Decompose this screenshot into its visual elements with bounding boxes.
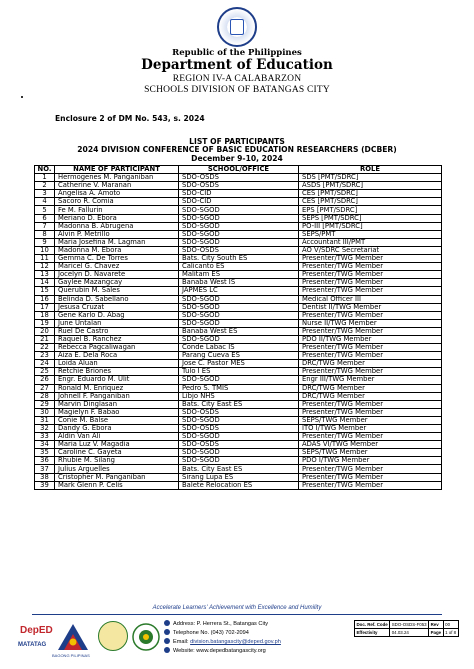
row-no: 27 bbox=[35, 384, 55, 392]
row-no: 17 bbox=[35, 303, 55, 311]
role: Presenter/TWG Member bbox=[299, 271, 442, 279]
row-no: 29 bbox=[35, 400, 55, 408]
role: Presenter/TWG Member bbox=[299, 263, 442, 271]
school-office: Banaba West IS bbox=[179, 279, 299, 287]
participant-name: Querubin M. Sales bbox=[55, 287, 179, 295]
school-office: Bats. City East ES bbox=[179, 400, 299, 408]
table-row bbox=[35, 303, 442, 311]
table-row bbox=[35, 255, 442, 263]
school-office: SDO-SGOD bbox=[179, 214, 299, 222]
table-row bbox=[35, 295, 442, 303]
table-row bbox=[35, 319, 442, 327]
participant-name: Rhubie M. Silang bbox=[55, 457, 179, 465]
school-office: SDO-OSDS bbox=[179, 182, 299, 190]
phone-icon bbox=[164, 629, 170, 635]
footer-motto: Accelerate Learners' Achievement with Excellence and Humility bbox=[152, 605, 322, 611]
table-row bbox=[35, 222, 442, 230]
role: CES [PMT/SDRC] bbox=[299, 190, 442, 198]
participant-name: Caroline C. Gayeta bbox=[55, 449, 179, 457]
school-office: Pedro S. TMIS bbox=[179, 384, 299, 392]
event-date: December 9-10, 2024 bbox=[191, 154, 283, 163]
participant-name: Gene Karlo D. Abag bbox=[55, 311, 179, 319]
school-office: SDO-OSDS bbox=[179, 408, 299, 416]
email-row bbox=[164, 638, 281, 647]
role: Engr III/TWG Member bbox=[299, 376, 442, 384]
participant-name: Belinda D. Sabellano bbox=[55, 295, 179, 303]
division-name: SCHOOLS DIVISION OF BATANGAS CITY bbox=[144, 85, 330, 95]
participant-name: Ruel De Castro bbox=[55, 327, 179, 335]
table-row bbox=[35, 206, 442, 214]
location-icon bbox=[164, 620, 170, 626]
address-row bbox=[164, 620, 281, 629]
seal-emblem-icon bbox=[230, 19, 244, 35]
table-row bbox=[35, 360, 442, 368]
role: ADAS VI/TWG Member bbox=[299, 441, 442, 449]
row-no: 24 bbox=[35, 360, 55, 368]
table-row bbox=[35, 384, 442, 392]
contact-block bbox=[164, 620, 281, 656]
row-no: 5 bbox=[35, 206, 55, 214]
participant-name: Jesusa Cruzat bbox=[55, 303, 179, 311]
row-no: 7 bbox=[35, 222, 55, 230]
row-no: 19 bbox=[35, 319, 55, 327]
rev-value: 00 bbox=[443, 621, 458, 629]
school-office: SDO-SGOD bbox=[179, 222, 299, 230]
role: PDO I/TWG Member bbox=[299, 457, 442, 465]
school-office: SDO-SGOD bbox=[179, 319, 299, 327]
table-row bbox=[35, 481, 442, 489]
bagong-pilipinas-text: BAGONG PILIPINAS bbox=[52, 653, 90, 658]
school-office: SDO-SGOD bbox=[179, 206, 299, 214]
role: DRC/TWG Member bbox=[299, 360, 442, 368]
table-row bbox=[35, 271, 442, 279]
role: Accountant III/PMT bbox=[299, 238, 442, 246]
school-office: SDO-OSDS bbox=[179, 441, 299, 449]
doc-code-value: SDO-OSDS-F053 bbox=[391, 622, 427, 627]
table-row bbox=[35, 473, 442, 481]
role: Medical Officer III bbox=[299, 295, 442, 303]
role: Presenter/TWG Member bbox=[299, 433, 442, 441]
participant-name: Conie M. Balse bbox=[55, 416, 179, 424]
row-no: 33 bbox=[35, 433, 55, 441]
table-row bbox=[35, 449, 442, 457]
role: PDO II/TWG Member bbox=[299, 335, 442, 343]
participant-name: Cristopher M. Panganiban bbox=[55, 473, 179, 481]
participant-name: Dandy G. Ebora bbox=[55, 425, 179, 433]
table-row bbox=[35, 465, 442, 473]
row-no: 18 bbox=[35, 311, 55, 319]
row-no: 6 bbox=[35, 214, 55, 222]
participant-name: Aiza E. Dela Roca bbox=[55, 352, 179, 360]
table-row bbox=[35, 287, 442, 295]
participant-name: Julius Arguelles bbox=[55, 465, 179, 473]
table-row bbox=[35, 246, 442, 254]
row-no: 39 bbox=[35, 481, 55, 489]
table-row bbox=[35, 376, 442, 384]
row-no: 31 bbox=[35, 416, 55, 424]
table-row bbox=[35, 457, 442, 465]
effectivity-label: Effectivity bbox=[355, 629, 390, 637]
participant-name: Maria Luz V. Magadia bbox=[55, 441, 179, 449]
role: Presenter/TWG Member bbox=[299, 368, 442, 376]
school-office: SDO-SGOD bbox=[179, 311, 299, 319]
division-seal-logo bbox=[98, 621, 128, 651]
school-office: SDO-OSDS bbox=[179, 174, 299, 182]
address-label: Address: bbox=[173, 621, 196, 627]
role: DRC/TWG Member bbox=[299, 384, 442, 392]
role: CES [PMT/SDRC] bbox=[299, 198, 442, 206]
table-row bbox=[35, 238, 442, 246]
bagong-pilipinas-logo bbox=[56, 622, 90, 652]
table-row bbox=[35, 368, 442, 376]
participant-name: Engr. Eduardo M. Ulit bbox=[55, 376, 179, 384]
role: DRC/TWG Member bbox=[299, 392, 442, 400]
role: SEPS/TWG Member bbox=[299, 416, 442, 424]
row-no: 14 bbox=[35, 279, 55, 287]
participant-name: Jocelyn D. Navarete bbox=[55, 271, 179, 279]
participant-name: Gaylee Mazangcay bbox=[55, 279, 179, 287]
participant-name: Maria Josefina M. Lagman bbox=[55, 238, 179, 246]
table-row bbox=[35, 311, 442, 319]
document-control-table bbox=[354, 620, 459, 637]
school-office: SDO-SGOD bbox=[179, 335, 299, 343]
phone-value: (043) 702-2094 bbox=[210, 630, 249, 636]
role: Nurse II/TWG Member bbox=[299, 319, 442, 327]
table-header-row bbox=[35, 166, 442, 174]
page-label: Page bbox=[430, 630, 442, 635]
school-office: SDO-SGOD bbox=[179, 449, 299, 457]
row-no: 34 bbox=[35, 441, 55, 449]
row-no: 25 bbox=[35, 368, 55, 376]
participant-name: Catherine V. Maranan bbox=[55, 182, 179, 190]
deped-seal-logo bbox=[217, 7, 257, 47]
school-office: Balete Relocation ES bbox=[179, 481, 299, 489]
row-no: 12 bbox=[35, 263, 55, 271]
header-office: SCHOOL/OFFICE bbox=[179, 166, 299, 174]
school-office: SDO-SGOD bbox=[179, 230, 299, 238]
participant-name: Rebecca Pagcaliwagan bbox=[55, 344, 179, 352]
role: Presenter/TWG Member bbox=[299, 408, 442, 416]
school-office: SDO-SGOD bbox=[179, 416, 299, 424]
participant-name: Hermogenes M. Panganiban bbox=[55, 174, 179, 182]
matatag-logo: MATATAG bbox=[18, 642, 47, 648]
school-office: SDO-SGOD bbox=[179, 376, 299, 384]
role: Presenter/TWG Member bbox=[299, 465, 442, 473]
table-row bbox=[35, 190, 442, 198]
school-office: SDO-SGOD bbox=[179, 433, 299, 441]
participant-name: Aldin Van Ali bbox=[55, 433, 179, 441]
school-office: JAPMES LC bbox=[179, 287, 299, 295]
footer-divider bbox=[32, 614, 442, 615]
school-office: Tulo I ES bbox=[179, 368, 299, 376]
role: ASDS [PMT/SDRC] bbox=[299, 182, 442, 190]
address-value: P. Herrera St., Batangas City bbox=[196, 621, 269, 627]
table-row bbox=[35, 344, 442, 352]
participant-name: Madonna B. Abrugena bbox=[55, 222, 179, 230]
row-no: 13 bbox=[35, 271, 55, 279]
row-no: 38 bbox=[35, 473, 55, 481]
row-no: 2 bbox=[35, 182, 55, 190]
row-no: 11 bbox=[35, 255, 55, 263]
table-row bbox=[35, 198, 442, 206]
rev-label: Rev bbox=[429, 621, 444, 629]
school-office: SDO-SGOD bbox=[179, 295, 299, 303]
email-icon bbox=[164, 638, 170, 644]
role: AO V/SDRC Secretariat bbox=[299, 246, 442, 254]
row-no: 4 bbox=[35, 198, 55, 206]
table-row bbox=[35, 214, 442, 222]
participant-name: Fe M. Fallurin bbox=[55, 206, 179, 214]
phone-label: Telephone No. bbox=[173, 630, 210, 636]
deped-logo-text: DepED bbox=[20, 625, 53, 636]
row-no: 22 bbox=[35, 344, 55, 352]
row-no: 26 bbox=[35, 376, 55, 384]
table-row bbox=[35, 416, 442, 424]
region-name: REGION IV-A CALABARZON bbox=[172, 74, 302, 84]
role: SEPS/PMT bbox=[299, 230, 442, 238]
participant-name: Retchie Briones bbox=[55, 368, 179, 376]
participant-name: Marvin Dinglasan bbox=[55, 400, 179, 408]
effectivity-value: 04.03.24 bbox=[390, 629, 429, 637]
role: ITO I/TWG Member bbox=[299, 425, 442, 433]
school-office: SDO-SGOD bbox=[179, 238, 299, 246]
table-row bbox=[35, 352, 442, 360]
role: Presenter/TWG Member bbox=[299, 344, 442, 352]
header-no: NO. bbox=[35, 166, 55, 174]
participant-name: Mark Glenn P. Celis bbox=[55, 481, 179, 489]
school-office: SDO-SGOD bbox=[179, 457, 299, 465]
row-no: 21 bbox=[35, 335, 55, 343]
role: Presenter/TWG Member bbox=[299, 352, 442, 360]
row-no: 15 bbox=[35, 287, 55, 295]
website-label: Website: bbox=[173, 648, 195, 654]
table-row bbox=[35, 174, 442, 182]
school-office: Malitam ES bbox=[179, 271, 299, 279]
school-office: SDO-SGOD bbox=[179, 303, 299, 311]
participant-name: Magielyn F. Babao bbox=[55, 408, 179, 416]
role: SEPS [PMT/SDRC] bbox=[299, 214, 442, 222]
school-office: Libjo NHS bbox=[179, 392, 299, 400]
role: Presenter/TWG Member bbox=[299, 287, 442, 295]
deped-logo bbox=[20, 620, 53, 642]
table-row bbox=[35, 400, 442, 408]
participant-name: Alvin P. Metrillo bbox=[55, 230, 179, 238]
header-name: NAME OF PARTICIPANT bbox=[55, 166, 179, 174]
participant-name: Meriano D. Ebora bbox=[55, 214, 179, 222]
table-row bbox=[35, 182, 442, 190]
table-row bbox=[35, 335, 442, 343]
role: SEPS/TWG Member bbox=[299, 449, 442, 457]
participant-name: Sacoro R. Comia bbox=[55, 198, 179, 206]
row-no: 35 bbox=[35, 449, 55, 457]
school-office: SDO-CID bbox=[179, 198, 299, 206]
participant-name: Maricel G. Chavez bbox=[55, 263, 179, 271]
role: PO-III [PMT/SDRC] bbox=[299, 222, 442, 230]
row-no: 9 bbox=[35, 238, 55, 246]
row-no: 20 bbox=[35, 327, 55, 335]
school-office: SDO-CID bbox=[179, 190, 299, 198]
table-row bbox=[35, 327, 442, 335]
globe-icon bbox=[164, 647, 170, 653]
header-role: ROLE bbox=[299, 166, 442, 174]
participant-name: Johnell F. Panganiban bbox=[55, 392, 179, 400]
role: SDS [PMT/SDRC] bbox=[299, 174, 442, 182]
row-no: 32 bbox=[35, 425, 55, 433]
participant-name: June Untalan bbox=[55, 319, 179, 327]
row-no: 1 bbox=[35, 174, 55, 182]
row-no: 36 bbox=[35, 457, 55, 465]
row-no: 28 bbox=[35, 392, 55, 400]
table-row bbox=[35, 263, 442, 271]
stray-dot bbox=[21, 96, 23, 98]
list-title: LIST OF PARTICIPANTS bbox=[189, 137, 285, 146]
school-office: Sirang Lupa ES bbox=[179, 473, 299, 481]
school-office: SDO-OSDS bbox=[179, 246, 299, 254]
participant-name: Raquel B. Ranchez bbox=[55, 335, 179, 343]
participant-name: Madonna M. Ebora bbox=[55, 246, 179, 254]
doc-code-label: Doc. Ref. Code bbox=[356, 622, 388, 627]
table-row bbox=[35, 408, 442, 416]
page-value: 1 of 8 bbox=[445, 630, 457, 635]
table-row bbox=[35, 230, 442, 238]
school-office: Bats. City East ES bbox=[179, 465, 299, 473]
table-row bbox=[35, 392, 442, 400]
role: Dentist II/TWG Member bbox=[299, 303, 442, 311]
role: Presenter/TWG Member bbox=[299, 473, 442, 481]
website-link[interactable]: www.depedbatangascity.org bbox=[196, 648, 266, 654]
role: Presenter/TWG Member bbox=[299, 311, 442, 319]
role: Presenter/TWG Member bbox=[299, 279, 442, 287]
email-link[interactable]: division.batangascity@deped.gov.ph bbox=[190, 639, 281, 645]
role: Presenter/TWG Member bbox=[299, 481, 442, 489]
school-office: Conde Labac IS bbox=[179, 344, 299, 352]
role: Presenter/TWG Member bbox=[299, 255, 442, 263]
table-row bbox=[35, 441, 442, 449]
row-no: 16 bbox=[35, 295, 55, 303]
row-no: 10 bbox=[35, 246, 55, 254]
school-office: Parang Cueva ES bbox=[179, 352, 299, 360]
role: Presenter/TWG Member bbox=[299, 327, 442, 335]
row-no: 8 bbox=[35, 230, 55, 238]
row-no: 3 bbox=[35, 190, 55, 198]
email-label: Email: bbox=[173, 639, 189, 645]
school-office: SDO-OSDS bbox=[179, 425, 299, 433]
role: Presenter/TWG Member bbox=[299, 400, 442, 408]
table-row bbox=[35, 433, 442, 441]
event-title: 2024 DIVISION CONFERENCE OF BASIC EDUCATION RESEARCHERS (DCBER) bbox=[77, 145, 397, 154]
republic-line: Republic of the Philippines bbox=[172, 48, 302, 58]
table-row bbox=[35, 279, 442, 287]
school-office: Calicanto ES bbox=[179, 263, 299, 271]
school-office: Jose C. Pastor MES bbox=[179, 360, 299, 368]
website-row bbox=[164, 647, 281, 656]
phone-row bbox=[164, 629, 281, 638]
row-no: 30 bbox=[35, 408, 55, 416]
row-no: 37 bbox=[35, 465, 55, 473]
participants-table bbox=[34, 165, 442, 490]
city-seal-logo bbox=[131, 622, 161, 652]
role: EPS [PMT/SDRC] bbox=[299, 206, 442, 214]
participant-name: Ronald M. Enriquez bbox=[55, 384, 179, 392]
table-row bbox=[35, 425, 442, 433]
row-no: 23 bbox=[35, 352, 55, 360]
participant-name: Loida Aluan bbox=[55, 360, 179, 368]
participant-name: Angelisa A. Amoto bbox=[55, 190, 179, 198]
participant-name: Gemma C. De Torres bbox=[55, 255, 179, 263]
school-office: Bats. City South ES bbox=[179, 255, 299, 263]
department-name: Department of Education bbox=[141, 57, 333, 73]
school-office: Banaba West ES bbox=[179, 327, 299, 335]
enclosure-reference: Enclosure 2 of DM No. 543, s. 2024 bbox=[55, 114, 205, 123]
